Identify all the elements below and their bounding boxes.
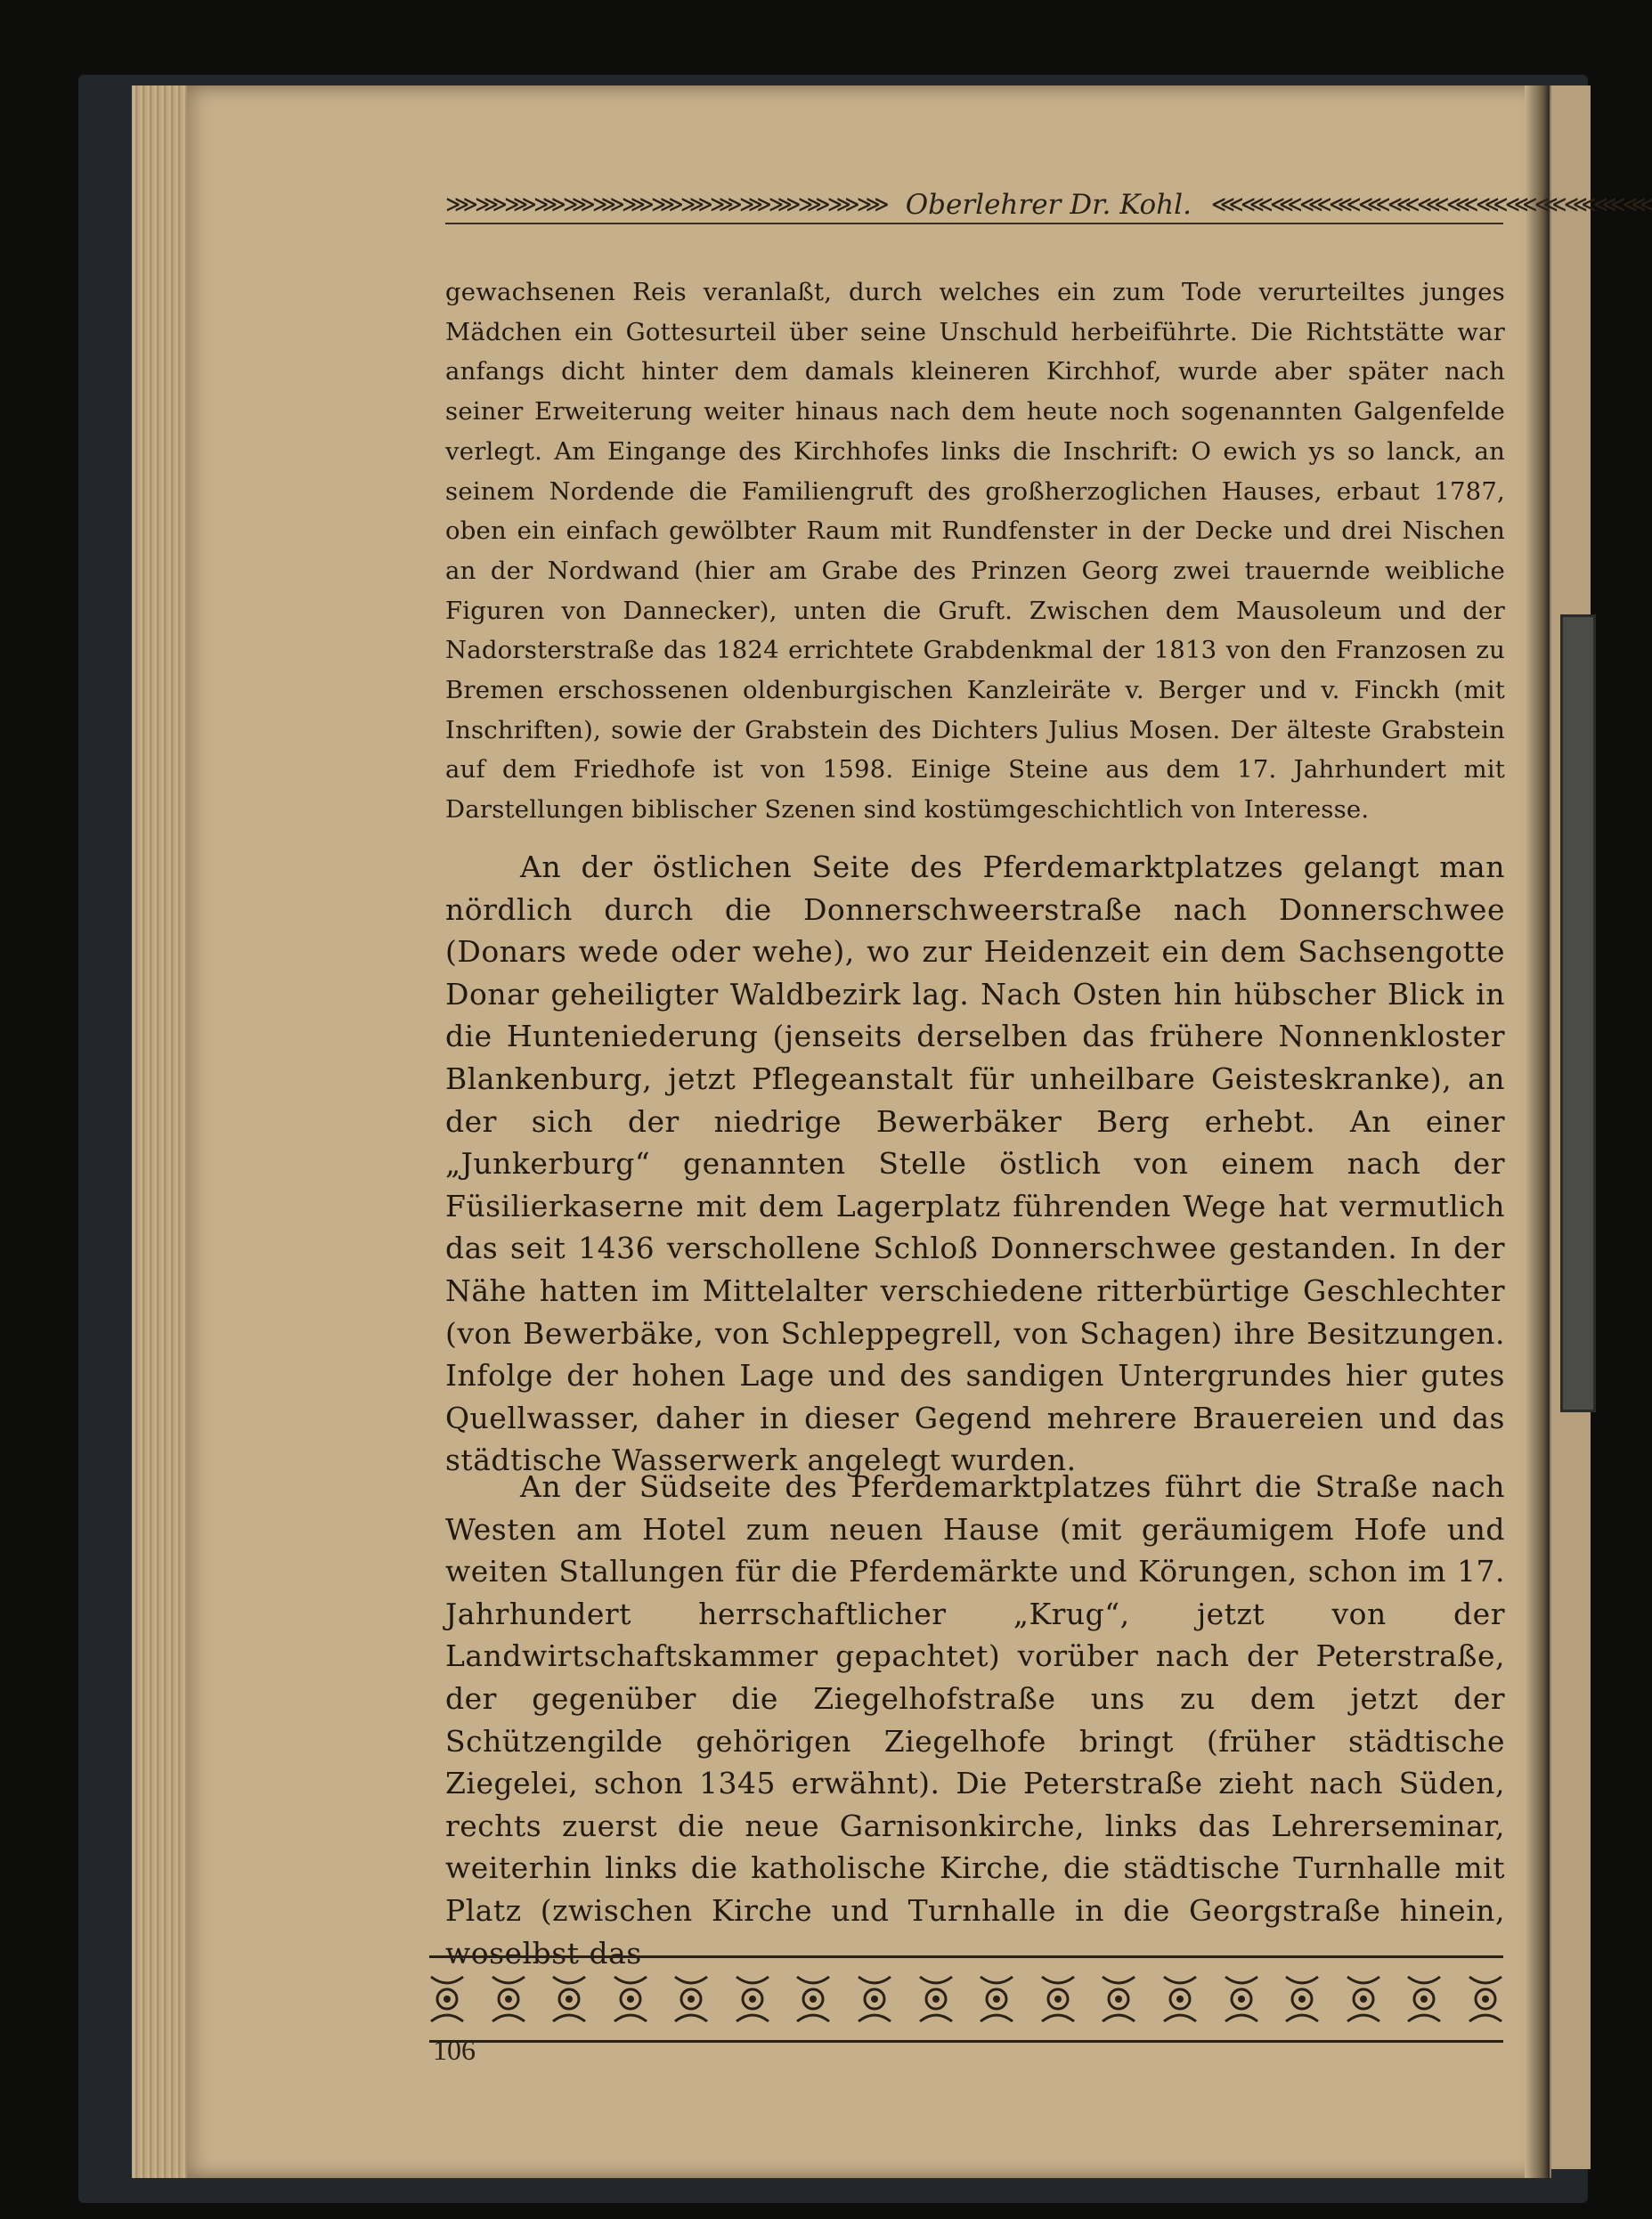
decorative-border bbox=[429, 1955, 1503, 2043]
facing-page-photo bbox=[1560, 614, 1596, 1412]
ornament-motif bbox=[1101, 1968, 1136, 2030]
header-title: Oberlehrer Dr. Kohl. bbox=[905, 189, 1192, 221]
page-gutter bbox=[1525, 85, 1550, 2178]
ornament-motif bbox=[429, 1968, 465, 2030]
ornament-motif bbox=[1224, 1968, 1259, 2030]
ornament-motif bbox=[613, 1968, 648, 2030]
page-edges bbox=[132, 85, 194, 2178]
ornament-motif bbox=[1406, 1968, 1442, 2030]
header-rule bbox=[445, 223, 1503, 224]
ornament-motif bbox=[1346, 1968, 1381, 2030]
paragraph-cemetery: gewachsenen Reis veranlaßt, durch welches ein zum Tode verurteiltes junges Mädchen ein Gottesurteil über seine Unschuld herbeiführte. Die Richtstätte war anfangs dicht hinter dem damals kleineren Kirchhof, wurde aber später nach seiner Erweiterung weiter hinaus nach dem heute noch sogenannten Galgenfelde verlegt. Am Eingange des Kirchhofes links die Inschrift: O ewich ys so lanck, an seinem Nordende die Familiengruft des großherzoglichen Hauses, erbaut 1787, oben ein einfach gewölbter Raum mit Rundfenster in der Decke und drei Nischen an der Nordwand (hier am Grabe des Prinzen Georg zwei trauernde weibliche Figuren von Dannecker), unten die Gruft. Zwischen dem Mausoleum und der Nadorsterstraße das 1824 errichtete Grabdenkmal der 1813 von den Franzosen zu Bremen erschossenen oldenburgischen Kanzleiräte v. Berger und v. Finckh (mit Inschriften), sowie der Grabstein des Dichters Julius Mosen. Der älteste Grabstein auf dem Friedhofe ist von 1598. Einige Steine aus dem 17. Jahrhundert mit Darstellungen biblischer Szenen sind kostümgeschichtlich von Interesse. bbox=[445, 278, 1505, 825]
paragraph-peterstrasse: An der Südseite des Pferdemarktplatzes führt die Straße nach Westen am Hotel zum neuen Hause (mit geräumigem Hofe und weiten Stallungen für die Pferdemärkte und Körungen, schon im 17. Jahrhundert herrschaftlicher „Krug“, jetzt von der Landwirtschaftskammer gepachtet) vorüber nach der Peterstraße, der gegenüber die Ziegelhofstraße uns zu dem jetzt der Schützengilde gehörigen Ziegelhofe bringt (früher städtische Ziegelei, schon 1345 erwähnt). Die Peterstraße zieht nach Süden, rechts zuerst die neue Garnisonkirche, links das Lehrerseminar, weiterhin links die katholische Kirche, die städtische Turnhalle mit Platz (zwischen Kirche und Turnhalle in die Georgstraße hinein, woselbst das bbox=[445, 1469, 1505, 1971]
header-ornament-left: ⋙⋙⋙⋙⋙⋙⋙⋙⋙⋙⋙⋙⋙⋙⋙ bbox=[445, 191, 886, 218]
ornament-motif bbox=[979, 1968, 1014, 2030]
ornament-motif bbox=[1162, 1968, 1198, 2030]
page-number: 106 bbox=[433, 2034, 476, 2066]
ornament-motif bbox=[491, 1968, 526, 2030]
ornament-motif bbox=[795, 1968, 831, 2030]
ornament-motif bbox=[551, 1968, 587, 2030]
ornament-motif bbox=[857, 1968, 892, 2030]
ornament-motif bbox=[673, 1968, 709, 2030]
ornament-motif bbox=[735, 1968, 770, 2030]
ornament-motif bbox=[1468, 1968, 1503, 2030]
ornament-motif bbox=[1040, 1968, 1076, 2030]
header-ornament-right: ⋘⋘⋘⋘⋘⋘⋘⋘⋘⋘⋘⋘⋘⋘⋘ bbox=[1210, 191, 1652, 218]
paragraph-donnerschwee: An der östlichen Seite des Pferdemarktplatzes gelangt man nördlich durch die Donnerschweerstraße nach Donnerschwee (Donars wede oder wehe), wo zur Heidenzeit ein dem Sachsengotte Donar geheiligter Waldbezirk lag. Nach Osten hin hübscher Blick in die Hunteniederung (jenseits derselben das frühere Nonnenkloster Blankenburg, jetzt Pflegeanstalt für unheilbare Geisteskranke), an der sich der niedrige Bewerbäker Berg erhebt. An einer „Junkerburg“ genannten Stelle östlich von einem nach der Füsilierkaserne mit dem Lagerplatz führenden Wege hat vermutlich das seit 1436 verschollene Schloß Donnerschwee gestanden. In der Nähe hatten im Mittelalter verschiedene ritterbürtige Geschlechter (von Bewerbäke, von Schleppegrell, von Schagen) ihre Besitzungen. Infolge der hohen Lage und des sandigen Untergrundes hier gutes Quellwasser, daher in dieser Gegend mehrere Brauereien und das städtische Wasserwerk angelegt wurden. bbox=[445, 849, 1505, 1478]
ornament-motif bbox=[918, 1968, 954, 2030]
ornament-motif bbox=[1284, 1968, 1320, 2030]
running-header bbox=[445, 185, 1652, 224]
